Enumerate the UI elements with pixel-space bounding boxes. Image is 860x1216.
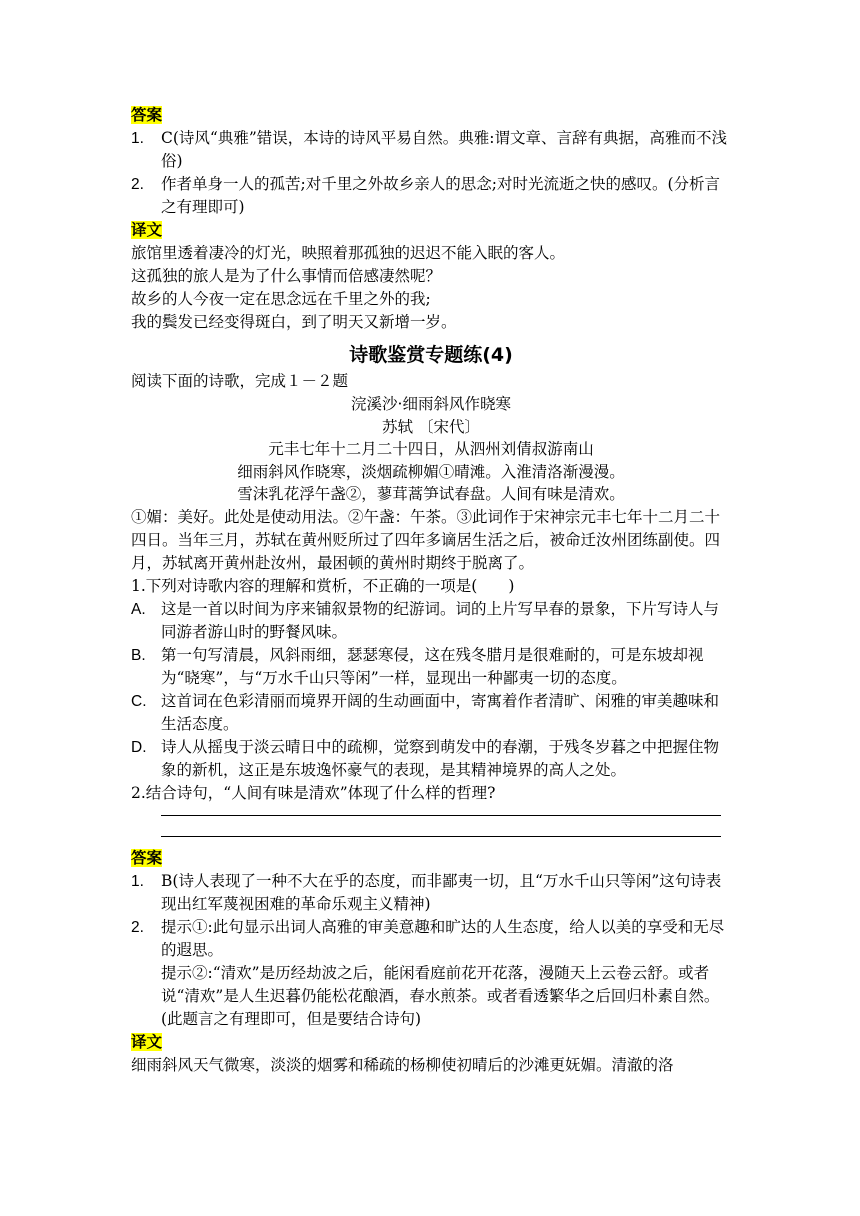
answer-tag-1: 答案 — [131, 106, 163, 124]
question-1: 1.下列对诗歌内容的理解和赏析，不正确的一项是( ) — [131, 576, 515, 595]
option-label: C. — [131, 692, 147, 710]
option-d — [131, 736, 731, 782]
section-title: 诗歌鉴赏专题练(4) — [349, 344, 513, 366]
option-a — [131, 598, 731, 644]
poem-title: 浣溪沙·细雨斜风作晓寒 — [351, 395, 511, 413]
option-label: A. — [131, 600, 146, 618]
option-text: 诗人从摇曳于淡云晴日中的疏柳，觉察到萌发中的春潮，于残冬岁暮之中把握住物象的新机，这正是东坡逸怀豪气的表现，是其精神境界的高人之处。 — [161, 737, 720, 779]
option-text: 第一句写清晨，风斜雨细，瑟瑟寒侵，这在残冬腊月是很难耐的，可是东坡却视为“晓寒”，与“万水千山只等闲”一样，显现出一种鄙夷一切的态度。 — [161, 645, 704, 687]
poem-line: 细雨斜风作晓寒，淡烟疏柳媚①晴滩。入淮清洛渐漫漫。 — [237, 462, 625, 481]
option-label: D. — [131, 738, 147, 756]
translation-tag-1: 译文 — [131, 221, 163, 239]
translation-line: 这孤独的旅人是为了什么事情而倍感凄然呢？ — [131, 267, 442, 285]
answer-text: 作者单身一人的孤苦;对千里之外故乡亲人的思念;对时光流逝之快的感叹。(分析言之有理即可) — [161, 175, 720, 216]
option-text: 这首词在色彩清丽而境界开阔的生动画面中，寄寓着作者清旷、闲雅的审美趣味和生活态度。 — [161, 691, 720, 733]
question-2: 2.结合诗句，“人间有味是清欢”体现了什么样的哲理? — [131, 783, 496, 802]
answer-item — [131, 127, 731, 173]
answer-text: B(诗人表现了一种不大在乎的态度，而非鄙夷一切，且“万水千山只等闲”这句诗表现出红军蔑视困难的革命乐观主义精神) — [161, 871, 722, 913]
translation-tag-2: 译文 — [131, 1032, 163, 1051]
translation-line: 我的鬓发已经变得斑白，到了明天又新增一岁。 — [131, 313, 457, 331]
answer-number: 1. — [131, 130, 144, 147]
answer-blank-line — [161, 805, 721, 816]
poem-line: 雪沫乳花浮午盏②，蓼茸蒿笋试春盘。人间有味是清欢。 — [237, 485, 625, 503]
instruction: 阅读下面的诗歌，完成１－２题 — [131, 372, 349, 390]
poem-preface: 元丰七年十二月二十四日，从泗州刘倩叔游南山 — [268, 440, 594, 458]
option-b — [131, 644, 731, 690]
option-label: B. — [131, 646, 146, 664]
answer-number: 1. — [131, 872, 144, 890]
translation-line: 故乡的人今夜一定在思念远在千里之外的我; — [131, 290, 431, 308]
translation-line: 旅馆里透着凄冷的灯光，映照着那孤独的迟迟不能入眠的客人。 — [131, 244, 566, 262]
answer-remark: (此题言之有理即可，但是要结合诗句) — [161, 1009, 422, 1028]
option-text: 这是一首以时间为序来铺叙景物的纪游词。词的上片写早春的景象，下片写诗人与同游者游山时的野餐风味。 — [161, 599, 720, 641]
answer-item — [131, 916, 731, 1031]
answer-hint-2: 提示②:“清欢”是历经劫波之后，能闲看庭前花开花落，漫随天上云卷云舒。或者说“清欢”是人生迟暮仍能松花酿酒，春水煎茶。或者看透繁华之后回归朴素自然。 — [161, 963, 720, 1005]
answer-tag-2: 答案 — [131, 848, 163, 867]
answer-item — [131, 173, 731, 219]
answer-blank-line — [161, 826, 721, 837]
answer-item — [131, 870, 731, 916]
translation-line: 细雨斜风天气微寒，淡淡的烟雾和稀疏的杨柳使初晴后的沙滩更妩媚。清澈的洛 — [131, 1055, 674, 1074]
answer-hint-1: 提示①:此句显示出词人高雅的审美意趣和旷达的人生态度，给人以美的享受和无尽的遐思。 — [161, 917, 725, 959]
option-c — [131, 690, 731, 736]
answer-number: 2. — [131, 918, 144, 936]
answer-text: C(诗风“典雅”错误，本诗的诗风平易自然。典雅:谓文章、言辞有典据，高雅而不浅俗) — [161, 129, 727, 170]
poem-author: 苏轼 〔宋代〕 — [382, 417, 480, 436]
poem-notes: ①媚：美好。此处是使动用法。②午盏：午茶。③此词作于宋神宗元丰七年十二月二十四日。当年三月，苏轼在黄州贬所过了四年多谪居生活之后，被命迁汝州团练副使。四月，苏轼离开黄州赴汝州，最困顿的黄州时期终于脱离了。 — [131, 507, 721, 572]
page-content — [131, 104, 731, 1077]
answer-number: 2. — [131, 176, 144, 193]
